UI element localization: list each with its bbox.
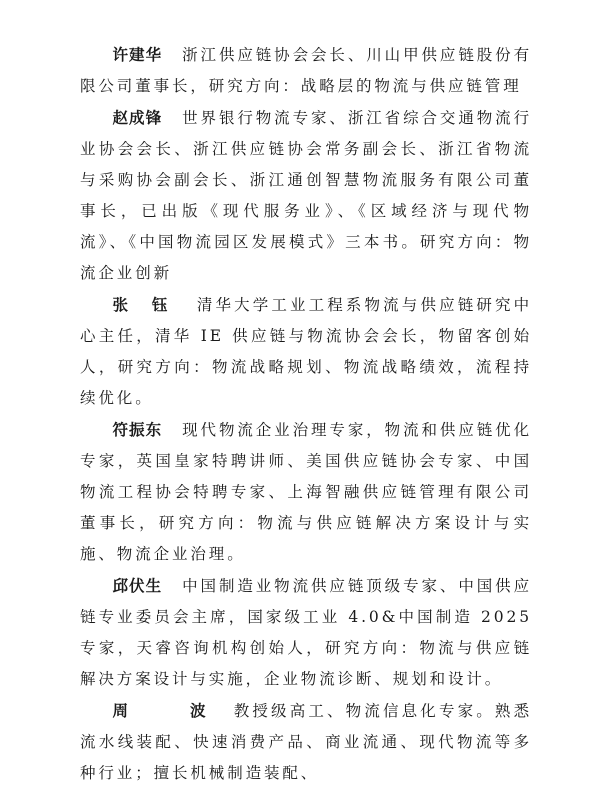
expert-name: 周 波: [112, 701, 234, 720]
bio-paragraph: [80, 570, 532, 695]
expert-name: 许建华: [112, 45, 163, 64]
bio-text: 教授级高工、物流信息化专家。熟悉流水线装配、快速消费产品、商业流通、现代物流等多种行业；擅长机械制造装配、: [80, 702, 532, 782]
expert-name: 符振东: [112, 420, 163, 439]
bio-text: 中国制造业物流供应链顶级专家、中国供应链专业委员会主席，国家级工业 4.0&中国制造 2025 专家，天睿咨询机构创始人，研究方向：物流与供应链解决方案设计与实施，企业物流诊断、规划和设计。: [80, 577, 532, 688]
bio-paragraph: [80, 414, 532, 570]
bio-paragraph: [80, 39, 532, 102]
bio-text: 清华大学工业工程系物流与供应链研究中心主任，清华 IE 供应链与物流协会会长，物留客创始人，研究方向：物流战略规划、物流战略绩效，流程持续优化。: [80, 296, 532, 407]
expert-name: 邱伏生: [112, 576, 163, 595]
expert-name: 张 钰: [112, 295, 177, 314]
expert-bios: [80, 39, 532, 789]
bio-paragraph: [80, 102, 532, 289]
bio-paragraph: [80, 695, 532, 789]
bio-paragraph: [80, 289, 532, 414]
bio-text: 世界银行物流专家、浙江省综合交通物流行业协会会长、浙江供应链协会常务副会长、浙江省物流与采购协会副会长、浙江通创智慧物流服务有限公司董事长，已出版《现代服务业》、《区域经济与现代物流》、《中国物流园区发展模式》三本书。研究方向：物流企业创新: [80, 109, 532, 282]
bio-text: 现代物流企业治理专家，物流和供应链优化专家，英国皇家特聘讲师、美国供应链协会专家、中国物流工程协会特聘专家、上海智融供应链管理有限公司董事长，研究方向：物流与供应链解决方案设计与实施、物流企业治理。: [80, 421, 532, 563]
bio-text: 浙江供应链协会会长、川山甲供应链股份有限公司董事长，研究方向：战略层的物流与供应链管理: [80, 46, 532, 95]
expert-name: 赵成锋: [112, 108, 163, 127]
